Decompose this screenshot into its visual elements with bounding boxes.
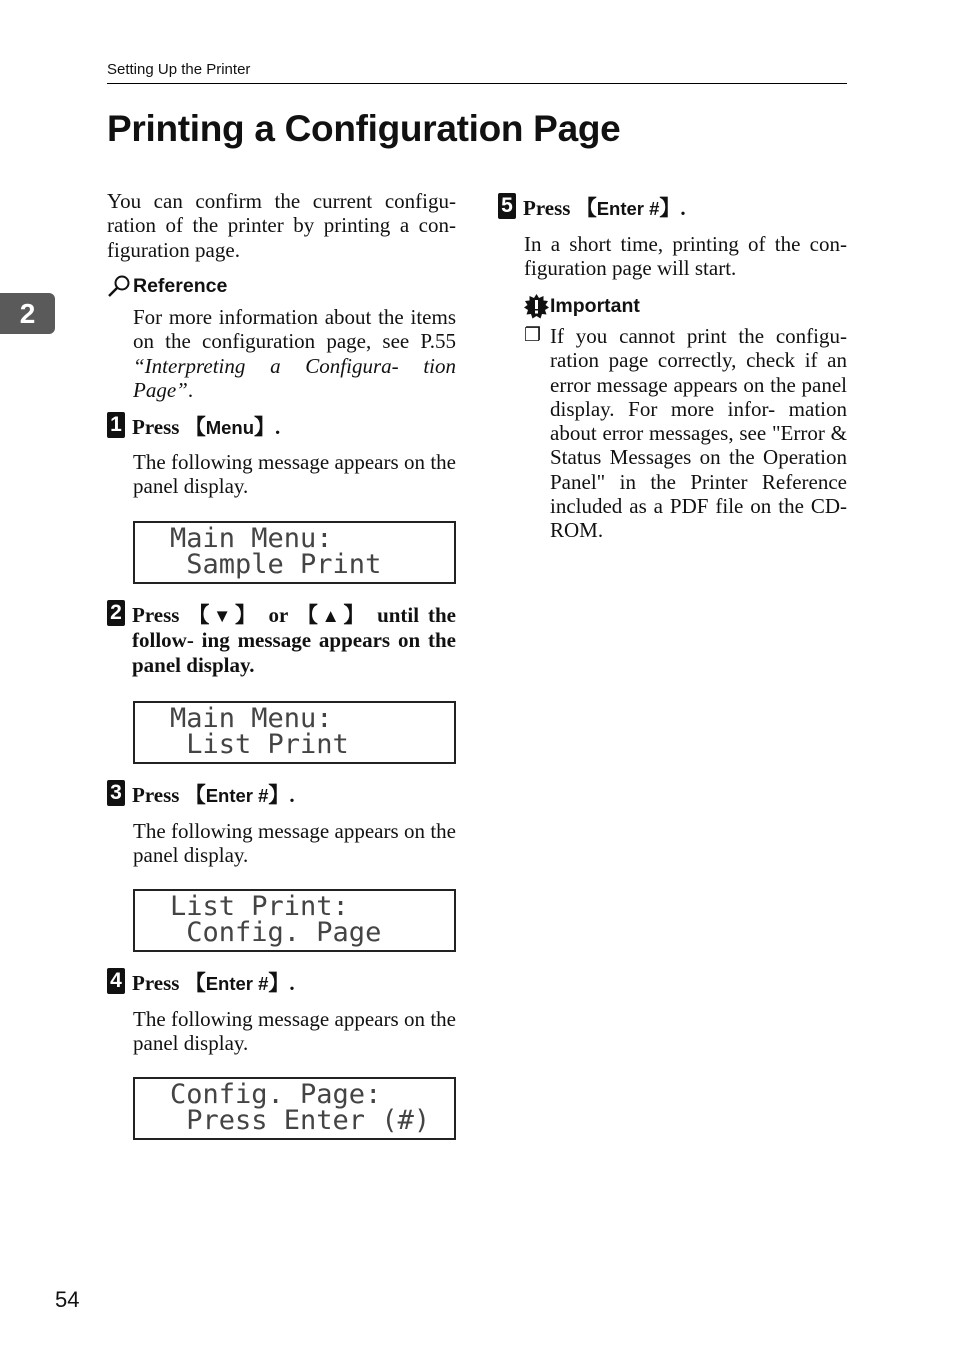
step-2-suffix: until the follow- ing message appears on the panel display. xyxy=(132,603,456,677)
up-arrow-key-icon: ▲ xyxy=(321,605,344,626)
enter-key-label: Enter # xyxy=(205,785,269,806)
reference-text-after: . xyxy=(187,377,194,402)
panel-display-1 xyxy=(133,521,456,584)
step-4-description: The following message appears on the panel display. xyxy=(133,1007,456,1056)
warning-starburst-icon xyxy=(524,294,549,319)
down-arrow-key-icon: ▼ xyxy=(213,605,235,626)
step-2-prefix: Press xyxy=(132,603,189,627)
step-4 xyxy=(107,968,456,996)
step-4-suffix: . xyxy=(289,971,295,995)
display-line-1: Main Menu: xyxy=(170,703,333,734)
display-line-1: List Print: xyxy=(170,891,349,922)
step-number-4: 4 xyxy=(107,968,125,994)
step-2 xyxy=(107,600,456,677)
intro-paragraph: You can confirm the current configu- ration of the printer by printing a con- figuration page. xyxy=(107,189,456,262)
display-line-2: Press Enter (#) xyxy=(170,1105,431,1136)
enter-key-label: Enter # xyxy=(596,198,660,219)
step-3-suffix: . xyxy=(289,783,295,807)
page-title: Printing a Configuration Page xyxy=(107,108,621,149)
display-line-2: Sample Print xyxy=(170,549,382,580)
step-1-prefix: Press xyxy=(132,415,185,439)
panel-display-2 xyxy=(133,701,456,764)
step-1 xyxy=(107,412,456,440)
step-3-description: The following message appears on the panel display. xyxy=(133,819,456,868)
step-3-instruction: Press 【Enter #】. xyxy=(132,783,295,807)
enter-key-label: Enter # xyxy=(205,973,269,994)
step-1-instruction: Press 【Menu】. xyxy=(132,415,281,439)
header-rule xyxy=(107,83,847,84)
step-5-instruction: Press 【Enter #】. xyxy=(523,196,686,220)
display-line-1: Config. Page: xyxy=(170,1079,382,1110)
important-heading xyxy=(524,294,640,319)
important-bullet xyxy=(524,324,847,543)
panel-display-4 xyxy=(133,1077,456,1140)
panel-display-3 xyxy=(133,889,456,952)
step-1-description: The following message appears on the panel display. xyxy=(133,450,456,499)
reference-text-before: For more information about the items on the configuration page, see P.55 xyxy=(133,305,456,354)
step-4-prefix: Press xyxy=(132,971,185,995)
display-line-2: Config. Page xyxy=(170,917,382,948)
display-line-1: Main Menu: xyxy=(170,523,333,554)
step-5-prefix: Press xyxy=(523,196,576,220)
menu-key-label: Menu xyxy=(205,417,254,438)
important-text: If you cannot print the configu- ration page correctly, check if an error message appears on the panel display. For more infor- mation about error messages, see "Error & Status Messages on the Operation Panel" in the Printer Reference included as a PDF file on the CD-ROM. xyxy=(550,324,847,543)
step-5-description: In a short time, printing of the con- figuration page will start. xyxy=(524,232,847,281)
checkbox-bullet-icon: ❐ xyxy=(524,325,542,346)
display-line-2: List Print xyxy=(170,729,349,760)
step-1-suffix: . xyxy=(275,415,281,439)
step-2-instruction: Press 【▼】 or 【▲】 until the follow- ing message appears on the panel display. xyxy=(132,603,456,677)
page-number: 54 xyxy=(55,1287,80,1312)
step-number-2: 2 xyxy=(107,600,125,626)
step-2-or: or xyxy=(259,603,297,627)
reference-label: Reference xyxy=(133,274,228,297)
reference-link[interactable]: “Interpreting a Configura- tion Page” xyxy=(133,353,456,402)
step-number-1: 1 xyxy=(107,412,125,438)
step-4-instruction: Press 【Enter #】. xyxy=(132,971,295,995)
step-3-prefix: Press xyxy=(132,783,185,807)
chapter-tab: 2 xyxy=(0,293,55,334)
step-5-suffix: . xyxy=(680,196,686,220)
running-head: Setting Up the Printer xyxy=(107,61,251,78)
reference-heading xyxy=(107,274,227,298)
step-number-5: 5 xyxy=(498,193,516,219)
step-3 xyxy=(107,780,456,808)
magnifier-icon xyxy=(107,274,132,298)
step-5 xyxy=(498,193,847,221)
reference-text xyxy=(133,305,456,402)
step-number-3: 3 xyxy=(107,780,125,806)
important-label: Important xyxy=(550,295,640,317)
